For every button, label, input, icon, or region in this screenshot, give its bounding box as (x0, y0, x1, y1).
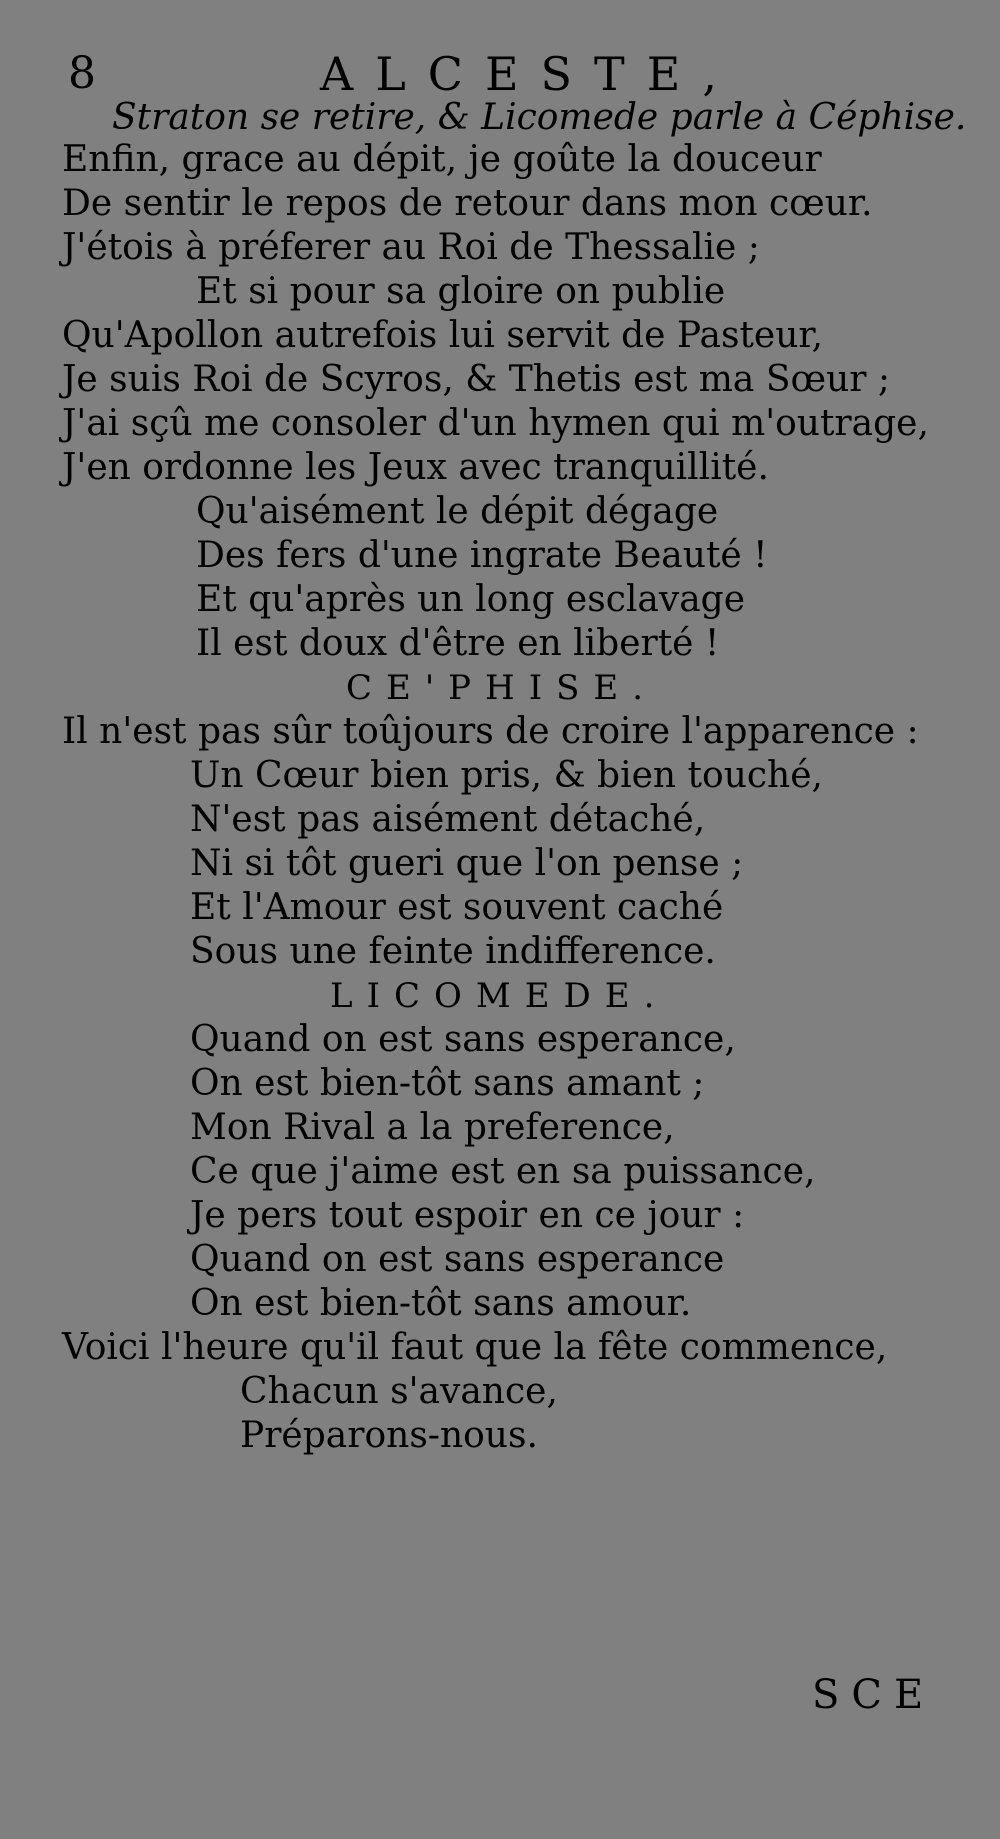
verse-line: Et si pour sa gloire on publie (196, 271, 726, 312)
verse-line: J'ai sçû me consoler d'un hymen qui m'outrage, (62, 403, 929, 444)
verse-line: Voici l'heure qu'il faut que la fête commence, (62, 1327, 888, 1368)
verse-line: J'étois à préferer au Roi de Thessalie ; (62, 227, 760, 268)
verse-line: Sous une feinte indifference. (190, 931, 716, 972)
verse-line: Je suis Roi de Scyros, & Thetis est ma Sœur ; (62, 359, 891, 400)
verse-line: On est bien-tôt sans amant ; (190, 1063, 705, 1104)
verse-line: On est bien-tôt sans amour. (190, 1283, 692, 1324)
verse-line: Et l'Amour est souvent caché (190, 887, 724, 928)
page-number: 8 (68, 48, 97, 99)
verse-line: Il est doux d'être en liberté ! (196, 623, 720, 664)
verse-line: Mon Rival a la preference, (190, 1107, 675, 1148)
verse-line: Il n'est pas sûr toûjours de croire l'apparence : (62, 711, 919, 752)
verse-line: N'est pas aisément détaché, (190, 799, 706, 840)
verse-line: Ni si tôt gueri que l'on pense ; (190, 843, 744, 884)
verse-line: Qu'Apollon autrefois lui servit de Pasteur, (62, 315, 824, 356)
verse-line: J'en ordonne les Jeux avec tranquillité. (62, 447, 769, 488)
verse-line: De sentir le repos de retour dans mon cœur. (62, 183, 873, 224)
verse-line: Qu'aisément le dépit dégage (196, 491, 719, 532)
catchword: SCE (812, 1672, 936, 1718)
verse-line: Ce que j'aime est en sa puissance, (190, 1151, 816, 1192)
verse-line: Quand on est sans esperance (190, 1239, 725, 1280)
speaker-name: CE'PHISE. (346, 668, 658, 708)
verse-line: Des fers d'une ingrate Beauté ! (196, 535, 768, 576)
verse-line: Préparons-nous. (240, 1415, 538, 1456)
verse-line: Enfin, grace au dépit, je goûte la douceur (62, 139, 822, 180)
verse-line: Un Cœur bien pris, & bien touché, (190, 755, 823, 796)
stage-direction: Straton se retire, & Licomede parle à Céphise. (112, 97, 967, 138)
verse-line: Chacun s'avance, (240, 1371, 558, 1412)
running-title: ALCESTE, (320, 47, 739, 101)
verse-line: Quand on est sans esperance, (190, 1019, 736, 1060)
verse-line: Et qu'après un long esclavage (196, 579, 745, 620)
speaker-name: LICOMEDE. (330, 976, 669, 1016)
verse-line: Je pers tout espoir en ce jour : (190, 1195, 745, 1236)
